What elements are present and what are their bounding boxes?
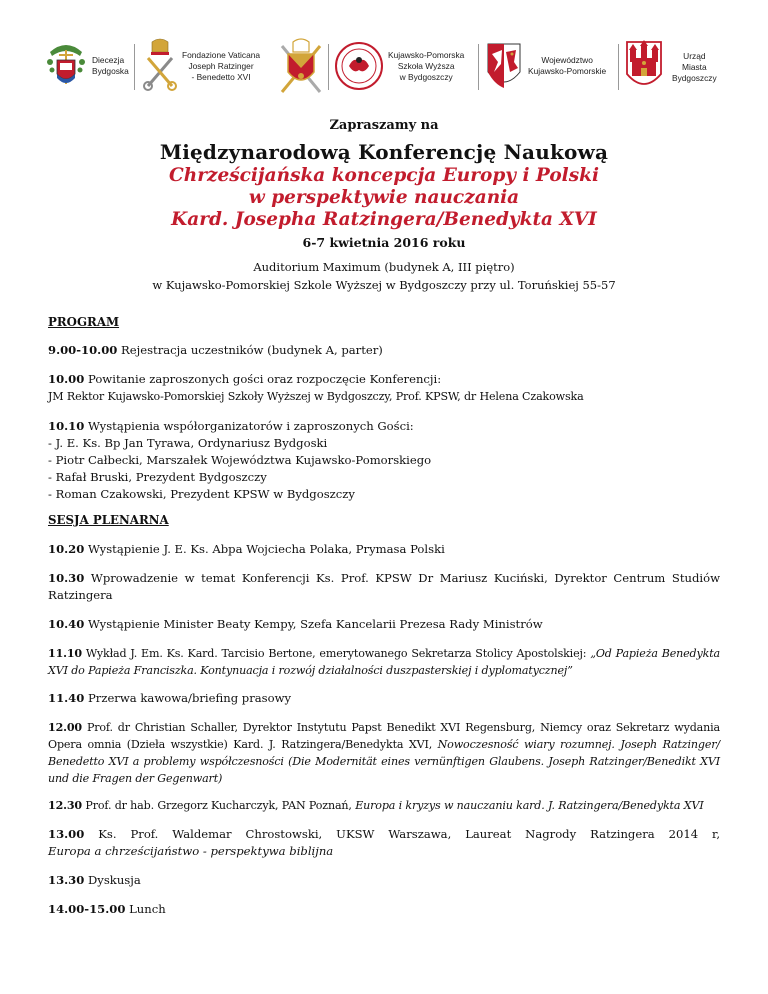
item-time: 13.00 [48,827,85,841]
item-text: Powitanie zaproszonych gości oraz rozpoczęcie Konferencji: [88,372,442,386]
session-item [48,797,720,814]
logo-divider [134,44,135,90]
guest-line: - J. E. Ks. Bp Jan Tyrawa, Ordynariusz Bydgoski [48,436,328,450]
lecture-title: Europa a chrześcijaństwo - perspektywa biblijna [48,844,334,858]
venue-line: Auditorium Maximum (budynek A, III piętro) [253,260,515,274]
item-time: 10.10 [48,419,85,433]
papal-coat-of-arms-icon [278,38,324,96]
item-time: 12.30 [48,799,82,812]
guest-line: - Rafał Bruski, Prezydent Bydgoszczy [48,470,267,484]
papal-keys-icon [142,38,178,94]
lecture-title: Nowoczesność wiary rozumnej. Joseph Ratzinger/ Benedetto XVI a problemy współczesności (Die Modernität eines vernünftigen Glaubens. Joseph Ratzinger/Benedikt XVI und die Fragen der Gegenwart) [48,738,720,785]
item-time: 11.10 [48,647,82,660]
logo-diecezja-label: Diecezja Bydgoska [92,55,129,76]
item-text: Ks. Prof. Waldemar Chrostowski, UKSW Warszawa, Laureat Nagrody Ratzingera 2014 r, [98,827,720,841]
logo-header [0,38,768,100]
item-text: Rejestracja uczestników (budynek A, parter) [121,343,383,357]
session-item [48,541,720,558]
conference-date: 6-7 kwietnia 2016 roku [302,235,466,250]
item-text: Prof. dr Christian Schaller, Dyrektor Instytutu Papst Benedikt XVI Regensburg, Niemcy oraz Sekretarz wydania Opera omnia (Dzieła wszystkie) Kard. J. Ratzingera/Benedykta XVI, [48,721,720,751]
venue-line: w Kujawsko-Pomorskiej Szkole Wyższej w Bydgoszczy przy ul. Toruńskiej 55-57 [152,278,616,292]
diocese-coat-of-arms-icon [44,38,88,94]
invitation-intro: Zapraszamy na [329,118,439,133]
item-text: Wystąpienia współorganizatorów i zaproszonych Gości: [88,419,414,433]
session-heading: SESJA PLENARNA [48,513,169,527]
session-item [48,719,720,787]
item-text: Dyskusja [88,873,141,887]
item-time: 10.30 [48,571,85,585]
program-item [48,371,720,405]
lecture-title: Europa i kryzys w nauczaniu kard. J. Ratzingera/Benedykta XVI [355,799,704,812]
session-item [48,826,720,860]
logo-benedict [278,38,324,96]
item-time: 12.00 [48,721,82,734]
logo-wojewodztwo-label: Województwo Kujawsko-Pomorskie [528,55,607,76]
item-text: Lunch [129,902,166,916]
item-time: 10.40 [48,617,85,631]
item-text: Przerwa kawowa/briefing prasowy [88,691,292,705]
program-item [48,418,720,503]
city-castle-shield-icon [624,38,664,96]
item-time: 9.00-10.00 [48,343,118,357]
logo-kpsw [334,38,464,94]
session-item [48,570,720,604]
logo-wojewodztwo [484,38,606,94]
session-item [48,645,720,679]
logo-diecezja [44,38,129,94]
program-item [48,342,720,359]
item-text: JM Rektor Kujawsko-Pomorskiej Szkoły Wyższej w Bydgoszczy, Prof. KPSW, dr Helena Czakowska [48,390,584,403]
program-heading: PROGRAM [48,315,120,329]
session-item [48,901,720,918]
item-text: Wystąpienie J. E. Ks. Abpa Wojciecha Polaka, Prymasa Polski [88,542,445,556]
university-seal-icon [334,38,384,94]
item-time: 10.00 [48,372,85,386]
item-time: 10.20 [48,542,85,556]
logo-fondazione-label: Fondazione Vaticana Joseph Ratzinger - Benedetto XVI [182,49,261,82]
logo-kpsw-label: Kujawsko-Pomorska Szkoła Wyższa w Bydgoszczy [388,49,465,82]
guest-line: - Roman Czakowski, Prezydent KPSW w Bydgoszczy [48,487,355,501]
item-time: 13.30 [48,873,85,887]
item-time: 14.00-15.00 [48,902,126,916]
venue [0,258,768,294]
logo-urzad-label: Urząd Miasta Bydgoszczy [672,50,717,83]
item-text: Wykład J. Em. Ks. Kard. Tarcisio Bertone, emerytowanego Sekretarza Stolicy Apostolskiej: [85,647,591,660]
conference-title: Międzynarodową Konferencję Naukową [159,140,609,164]
logo-fondazione [142,38,260,94]
item-text: Wprowadzenie w temat Konferencji Ks. Prof. KPSW Dr Mariusz Kuciński, Dyrektor Centrum Studiów Ratzingera [48,571,720,602]
griffin-eagle-shield-icon [484,38,524,94]
logo-divider [478,44,479,90]
session-item [48,690,720,707]
guest-line: - Piotr Całbecki, Marszałek Województwa Kujawsko-Pomorskiego [48,453,432,467]
conference-subtitle: Chrześcijańska koncepcja Europy i Polski [169,165,599,186]
logo-divider [328,44,329,90]
lecture-title: „Od Papieża Benedykta XVI do Papieża Franciszka. Kontynuacja i rozwój działalności duszpasterskiej i dyplomatycznej” [48,647,720,677]
item-text: Wystąpienie Minister Beaty Kempy, Szefa Kancelarii Prezesa Rady Ministrów [88,617,543,631]
session-item [48,872,720,889]
conference-subtitle: Kard. Josepha Ratzingera/Benedykta XVI [171,209,597,230]
item-text: Prof. dr hab. Grzegorz Kucharczyk, PAN Poznań, [85,799,356,812]
session-item [48,616,720,633]
logo-urzad [624,38,717,96]
conference-subtitle: w perspektywie nauczania [248,187,520,208]
item-time: 11.40 [48,691,85,705]
logo-divider [618,44,619,90]
